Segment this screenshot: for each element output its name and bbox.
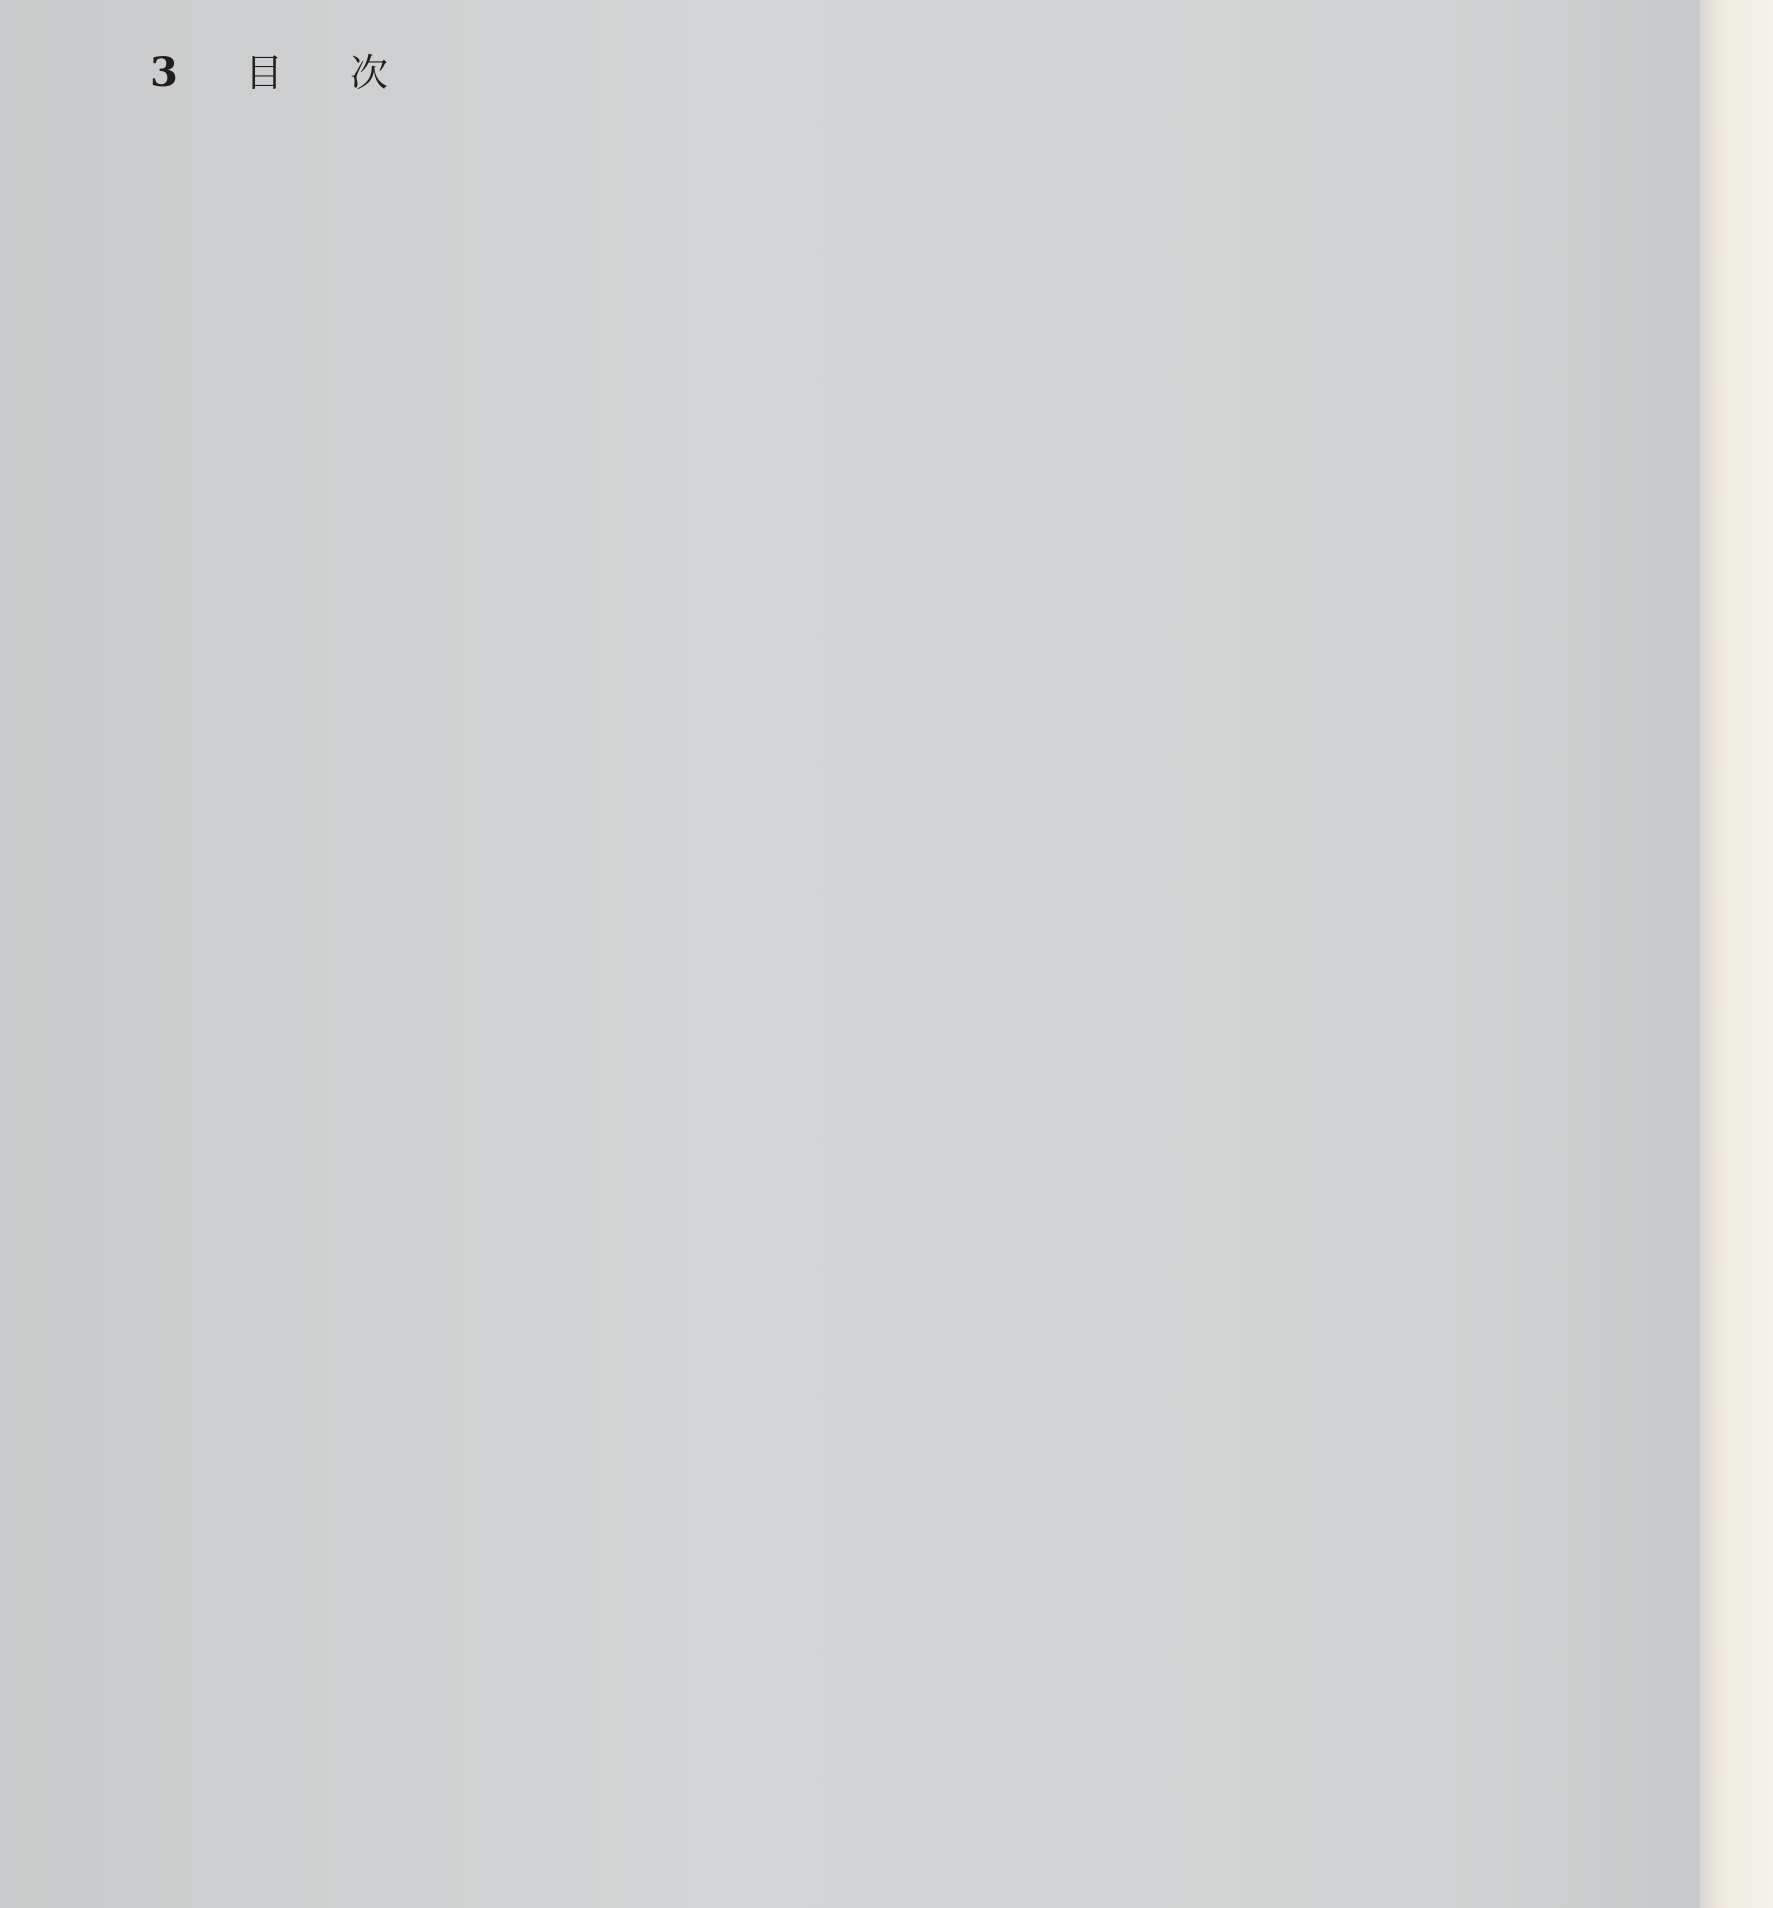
header-title-char: 次	[350, 51, 389, 95]
page-number: 3	[150, 49, 178, 96]
header-title-char: 目	[245, 51, 284, 95]
